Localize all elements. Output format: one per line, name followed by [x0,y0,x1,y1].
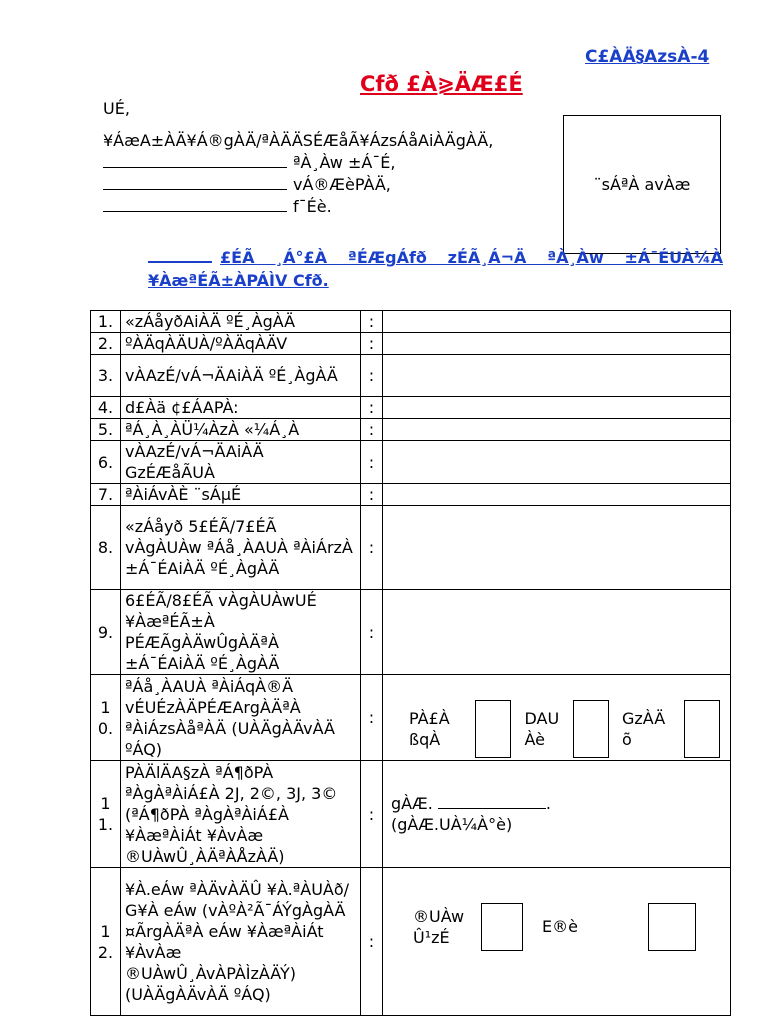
table-row: 5. ªÁ¸À¸ÀÜ¼ÀzÀ «¼Á¸À : [91,419,731,441]
blank-line [103,153,287,168]
previous-school-field[interactable] [383,506,731,590]
parent-name-field[interactable] [383,355,731,397]
blank-line [103,197,287,212]
table-row: 2. ºÀÄqÀÄUÀ/ºÀÄqÀÄV : [91,333,731,355]
blank-line [103,175,287,190]
table-row: 9. 6£ÉÃ/8£ÉÃ vÀgÀUÀwUÉ ¥ÀæªÉÃ±À PÉÆÃgÀÄwÛgÀÄªÀ ±Á¯ÉAiÀÄ ºÉ¸ÀgÀÄ : [91,590,731,675]
option-kannada-label: PÀ£À ßqÀ [409,708,450,749]
address-field[interactable] [383,419,731,441]
table-row: 1 1. PÀÄlÄA§zÀ ªÁ¶ðPÀ ªÀgÀªÀiÁ£À 2J, 2©, 3J, 3© (ªÁ¶ðPÀ ªÀgÀªÀiÁ£À ¥ÀæªÀiÁt ¥ÀvÀæ ®UÀwÛ¸ÀÄªÀÅzÀÄ) : gÀÆ. . (gÀÆ.UÀ¼À°è) [91,761,731,868]
gender-field[interactable] [383,333,731,355]
annexure-label: C£ÀÄ§AzsÀ-4 [585,47,710,67]
option-none-label: E®è [542,917,578,936]
admission-school-field[interactable] [383,590,731,675]
table-row: 1. «zÁåyðAiÀÄ ºÉ¸ÀgÀÄ : [91,311,731,333]
table-row: 4. d£Àä ¢£ÁAPÀ: : [91,397,731,419]
caste-options [383,868,731,1016]
photo-box-label: ¨sÁªÀ avÀæ [593,175,691,194]
table-row: 8. «zÁåyð 5£ÉÃ/7£ÉÃ vÀgÀUÀw ªÁå¸ÀAUÀ ªÀiÁrzÀ ±Á¯ÉAiÀÄ ºÉ¸ÀgÀÄ : [91,506,731,590]
option-english-checkbox[interactable] [573,700,609,758]
form-table [90,310,731,1016]
income-field[interactable]: gÀÆ. . (gÀÆ.UÀ¼À°è) [383,761,731,868]
medium-options [383,675,731,761]
table-row: 1 2. ¥À.eÁw ªÀÄvÀÄÛ ¥À.ªÀUÀð/ G¥À eÁw (vÀºÀ²Ã¯ÁÝgÀgÀÄ ¤ÃrgÀÄªÀ eÁw ¥ÀæªÀiÁt ¥ÀvÀæ ®UÀwÛ¸ÀvÀPÀÌzÀÄÝ) (UÀÄgÀÄvÀÄ ºÁQ) : ®UÀw Û¹zÉ E®è [91,868,731,1016]
subject-blank [148,249,212,263]
subject-line: £ÉÃ ¸Á°£À ªÉÆgÁfð zÉÃ¸Á¬Ä ªÀ¸Àw ±Á¯ÉUÀ¼À ¥ÀæªÉÃ±ÀPÁÌV Cfð. [148,248,723,290]
option-attached-checkbox[interactable] [481,903,523,951]
table-row: 7. ªÀiÁvÀÈ ¨sÁµÉ : [91,484,731,506]
option-urdu-label: GzÀÄ õ [622,708,666,749]
option-kannada-checkbox[interactable] [475,700,511,758]
table-row: 3. vÀAzÉ/vÁ¬ÄAiÀÄ ºÉ¸ÀgÀÄ : [91,355,731,397]
dob-field[interactable] [383,397,731,419]
address-line-4: f¯Éè. [103,197,332,216]
option-english-label: DAU Àè [524,708,560,749]
income-blank[interactable] [438,794,546,809]
address-line-3: vÁ®ÆèPÀÄ, [103,175,391,194]
form-title: Cfð £À⪀ÄÆ£É [360,72,523,96]
address-line-2: ªÀ¸Àw ±Á¯É, [103,153,396,172]
option-urdu-checkbox[interactable] [684,700,720,758]
student-name-field[interactable] [383,311,731,333]
address-line-1: ¥ÁæA±ÀÄ¥Á®gÀÄ/ªÀÄÄSÉÆåÃ¥ÁzsÁåAiÀÄgÀÄ, [103,131,494,150]
option-attached-label: ®UÀw Û¹zÉ [413,906,465,947]
table-row: 6. vÀAzÉ/vÁ¬ÄAiÀÄ GzÉÆåÃUÀ : [91,441,731,484]
parent-occupation-field[interactable] [383,441,731,484]
mother-tongue-field[interactable] [383,484,731,506]
photo-box [563,115,721,254]
option-none-checkbox[interactable] [648,903,696,951]
address-to: UÉ, [103,99,130,118]
table-row: 1 0. ªÁå¸ÀAUÀ ªÀiÁqÀ®Ä vÉUÉzÀÄPÉÆArgÀÄªÀ ªÀiÁzsÀåªÀÄ (UÀÄgÀÄvÀÄ ºÁQ) : PÀ£À ßqÀ DAU Àè GzÀÄ õ [91,675,731,761]
